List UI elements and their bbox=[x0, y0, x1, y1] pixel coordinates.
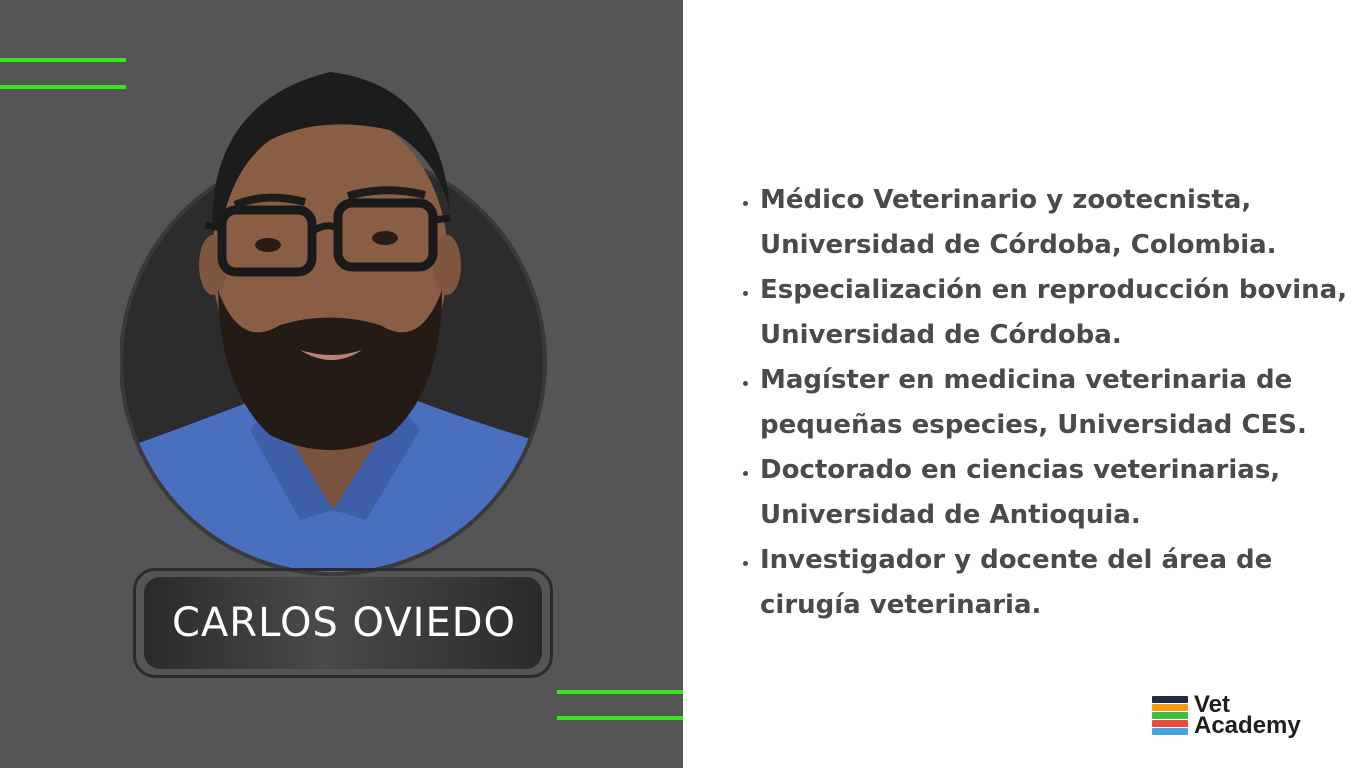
book-stripe bbox=[1152, 712, 1188, 719]
logo-line-2: Academy bbox=[1194, 712, 1301, 739]
name-plate-inner bbox=[144, 577, 542, 669]
credential-item: • Médico Veterinario y zootecnista, Universidad de Córdoba, Colombia. bbox=[760, 178, 1360, 268]
portrait bbox=[120, 60, 550, 580]
name-plate bbox=[133, 568, 553, 678]
accent-line-top-1 bbox=[0, 58, 126, 62]
book-stripe bbox=[1152, 704, 1188, 711]
accent-line-top-2 bbox=[0, 85, 126, 89]
logo-line-1: Vet bbox=[1194, 691, 1231, 718]
book-stripe bbox=[1152, 696, 1188, 703]
credential-item: • Investigador y docente del área de cirugía veterinaria. bbox=[760, 538, 1360, 628]
credential-item: • Especialización en reproducción bovina, Universidad de Córdoba. bbox=[760, 268, 1360, 358]
book-stripe bbox=[1152, 720, 1188, 727]
logo-text bbox=[1194, 691, 1301, 739]
accent-line-bottom-1 bbox=[557, 690, 683, 694]
accent-line-bottom-2 bbox=[557, 716, 683, 720]
credentials-list bbox=[730, 178, 1360, 628]
vet-academy-logo bbox=[1152, 691, 1327, 739]
speaker-name: CARLOS OVIEDO bbox=[172, 600, 517, 646]
credential-item: • Doctorado en ciencias veterinarias, Universidad de Antioquia. bbox=[760, 448, 1360, 538]
book-stripe bbox=[1152, 728, 1188, 735]
credential-item: • Magíster en medicina veterinaria de pequeñas especies, Universidad CES. bbox=[760, 358, 1360, 448]
portrait-illustration bbox=[120, 60, 550, 580]
books-icon bbox=[1152, 696, 1190, 736]
